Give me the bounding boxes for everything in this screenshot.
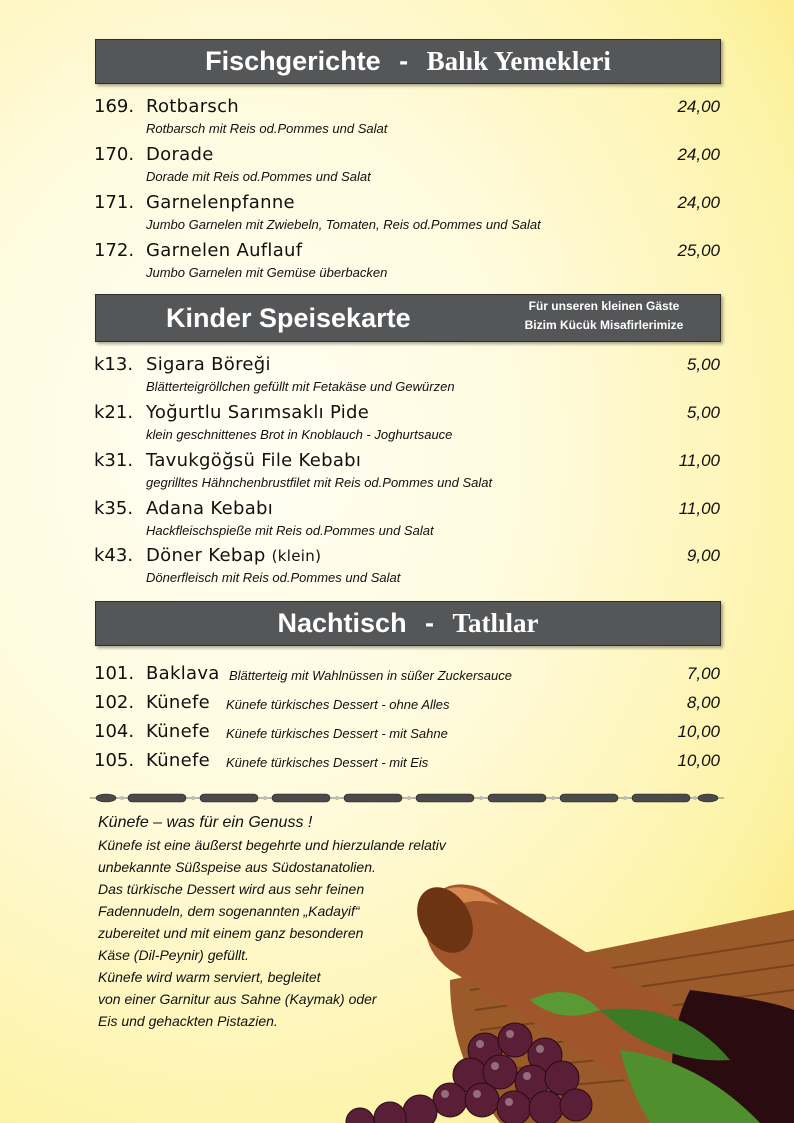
item-price: 8,00 (686, 693, 720, 712)
item-price: 24,00 (677, 193, 720, 212)
item-name: Yoğurtlu Sarımsaklı Pide (146, 402, 370, 423)
item-description: Dönerfleisch mit Reis od.Pommes und Salat (146, 570, 401, 585)
item-description: Dorade mit Reis od.Pommes und Salat (146, 169, 371, 184)
item-description: Hackfleischspieße mit Reis od.Pommes und Salat (146, 523, 434, 538)
item-number: k43. (94, 545, 134, 566)
item-name: Künefe (146, 750, 211, 771)
section-header-kids (95, 294, 721, 342)
item-number: 171. (94, 192, 135, 213)
note-line: Käse (Dil-Peynir) gefüllt. (98, 947, 249, 963)
item-description: Rotbarsch mit Reis od.Pommes und Salat (146, 121, 388, 136)
item-name: Tavukgöğsü File Kebabı (146, 450, 362, 471)
item-price: 11,00 (678, 451, 720, 470)
item-size-label: (klein) (271, 547, 322, 565)
section-title-de: Fischgerichte (205, 46, 381, 76)
item-name: Künefe (146, 721, 211, 742)
section-subtitle-tr: Bizim Kücük Misafirlerimize (524, 318, 684, 332)
item-name-text: Döner Kebap (146, 545, 266, 566)
note-line: zubereitet und mit einem ganz besonderen (98, 925, 364, 941)
item-name: Garnelen Auflauf (146, 240, 303, 261)
item-price: 10,00 (677, 751, 720, 770)
section-title: Kinder Speisekarte (166, 303, 411, 333)
item-price: 24,00 (677, 97, 720, 116)
note-line: Künefe ist eine äußerst begehrte und hierzulande relativ (98, 837, 446, 853)
item-number: k21. (94, 402, 134, 423)
item-description: gegrilltes Hähnchenbrustfilet mit Reis od.Pommes und Salat (146, 475, 493, 490)
item-description: Künefe türkisches Dessert - mit Sahne (226, 726, 448, 741)
item-name: Adana Kebabı (146, 498, 274, 519)
note-line: Das türkische Dessert wird aus sehr feinen (98, 881, 365, 897)
item-price: 25,00 (677, 241, 720, 260)
item-price: 11,00 (678, 499, 720, 518)
section-header-fish (95, 39, 721, 84)
item-name: Rotbarsch (146, 96, 240, 117)
item-price: 7,00 (686, 664, 720, 683)
item-description: Künefe türkisches Dessert - mit Eis (226, 755, 429, 770)
section-title-tr: Tatlılar (452, 608, 539, 638)
item-number: 172. (94, 240, 135, 261)
section-header-dessert (95, 601, 721, 646)
item-description: Künefe türkisches Dessert - ohne Alles (226, 697, 450, 712)
item-description: Jumbo Garnelen mit Gemüse überbacken (146, 265, 388, 280)
item-number: 102. (94, 692, 135, 713)
item-description: Jumbo Garnelen mit Zwiebeln, Tomaten, Reis od.Pommes und Salat (146, 217, 541, 232)
item-price: 9,00 (686, 546, 720, 565)
item-number: k31. (94, 450, 134, 471)
item-number: 169. (94, 96, 135, 117)
note-heading: Künefe – was für ein Genuss ! (98, 814, 313, 831)
item-price: 5,00 (686, 403, 720, 422)
item-description: klein geschnittenes Brot in Knoblauch - Joghurtsauce (146, 427, 453, 442)
item-name: Künefe (146, 692, 211, 713)
section-title-tr: Balık Yemekleri (426, 46, 611, 76)
note-line: von einer Garnitur aus Sahne (Kaymak) oder (98, 991, 377, 1007)
item-name: Dorade (146, 144, 214, 165)
title-separator: - (425, 608, 435, 638)
note-line: Fadennudeln, dem sogenannten „Kadayif“ (98, 903, 360, 919)
note-line: Eis und gehackten Pistazien. (98, 1013, 278, 1029)
item-price: 5,00 (686, 355, 720, 374)
section-subtitle-de: Für unseren kleinen Gäste (528, 299, 680, 313)
chain-divider (90, 791, 724, 805)
item-number: 170. (94, 144, 135, 165)
item-name: Garnelenpfanne (146, 192, 295, 213)
section-title-de: Nachtisch (277, 608, 407, 638)
item-description: Blätterteig mit Wahlnüssen in süßer Zuckersauce (229, 668, 512, 683)
item-price: 10,00 (677, 722, 720, 741)
item-number: k13. (94, 354, 134, 375)
item-number: 105. (94, 750, 135, 771)
note-line: unbekannte Süßspeise aus Südostanatolien. (98, 859, 376, 875)
item-price: 24,00 (677, 145, 720, 164)
note-line: Künefe wird warm serviert, begleitet (98, 969, 321, 985)
item-number: 104. (94, 721, 135, 742)
title-separator: - (399, 46, 409, 76)
item-name (146, 545, 321, 566)
item-name: Baklava (146, 663, 220, 684)
item-name: Sigara Böreği (146, 354, 271, 375)
item-number: 101. (94, 663, 135, 684)
item-number: k35. (94, 498, 134, 519)
kunefe-description (98, 812, 458, 1032)
item-description: Blätterteigröllchen gefüllt mit Fetakäse und Gewürzen (146, 379, 455, 394)
